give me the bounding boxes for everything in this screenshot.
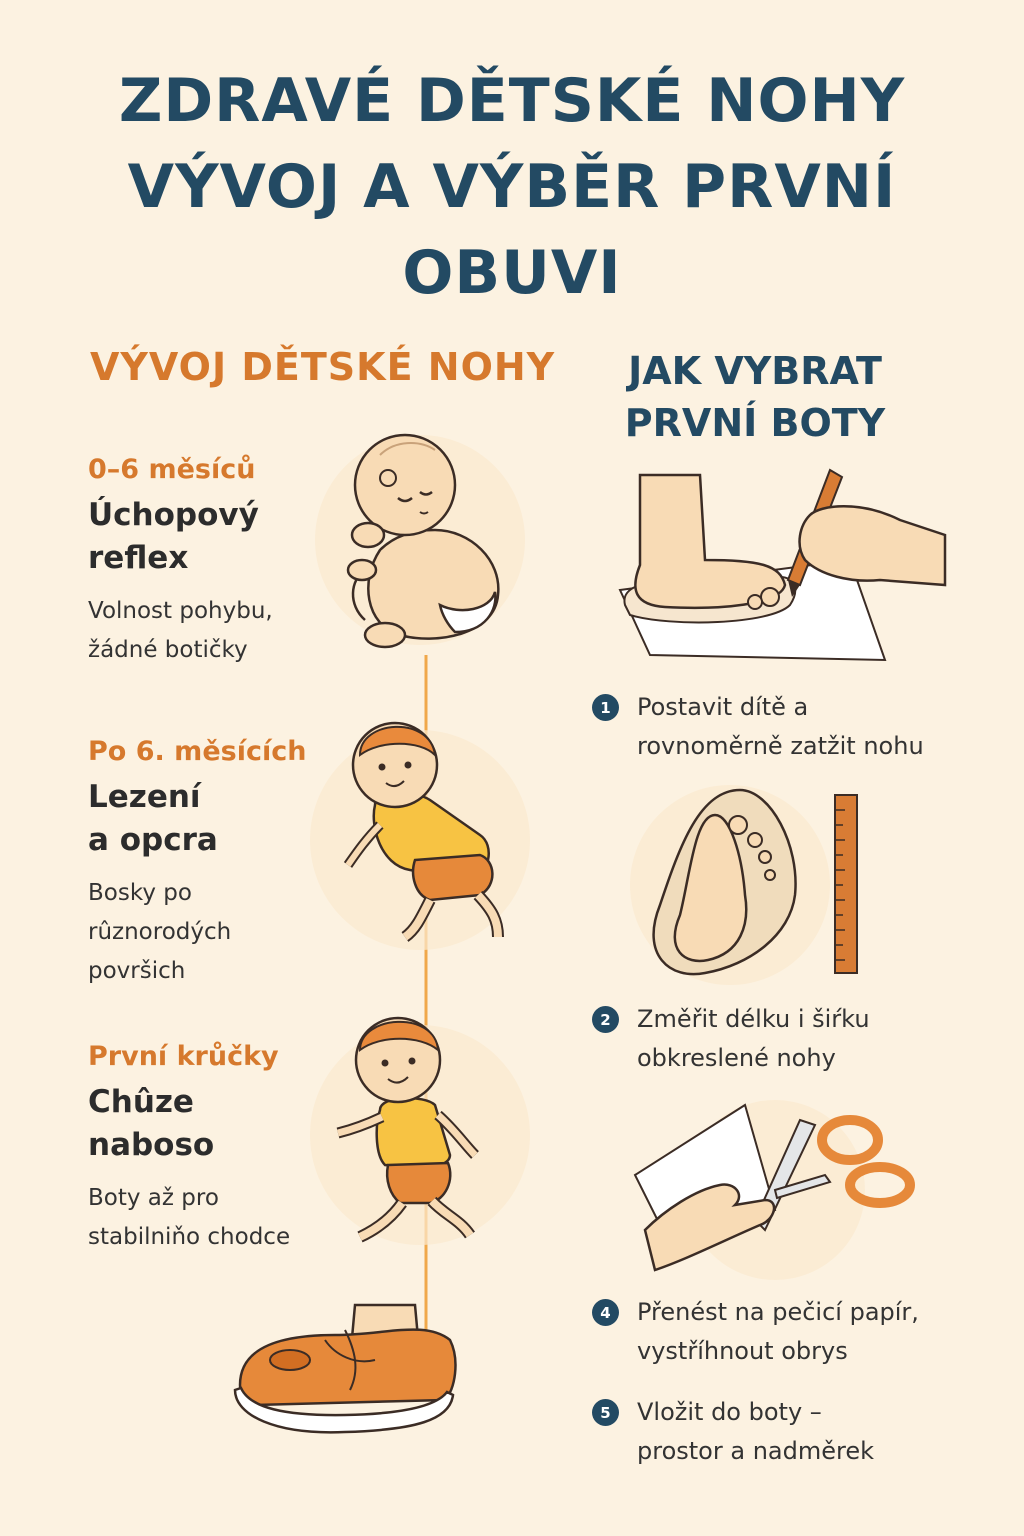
step-number-badge: 1 — [592, 694, 619, 721]
step-number-badge: 4 — [592, 1299, 619, 1326]
stage-name-line: naboso — [88, 1127, 215, 1163]
stage-name-line: a opcra — [88, 822, 218, 858]
shoes-heading — [600, 345, 910, 449]
step-text-line: obkreslené nohy — [637, 1044, 836, 1072]
stage-description — [88, 592, 338, 670]
stage-name — [88, 1081, 338, 1167]
step-text-line: vystříhnout obrys — [637, 1337, 848, 1365]
development-heading: VÝVOJ DĚTSKÉ NOHY — [90, 345, 556, 389]
step-text — [637, 1000, 870, 1078]
shoe-step-1 — [592, 688, 992, 766]
stage-first-steps — [88, 1037, 338, 1257]
stage-name-line: Úchopový — [88, 497, 259, 533]
title-line-3: OBUVI — [402, 238, 622, 308]
stage-age: Po 6. měsících — [88, 736, 307, 767]
footprint-ruler-icon — [630, 785, 890, 985]
stage-age: 0–6 měsíců — [88, 454, 256, 485]
stage-desc-line: Bosky po — [88, 880, 192, 906]
stage-name — [88, 776, 338, 862]
step-number-badge: 5 — [592, 1399, 619, 1426]
shoe-step-4 — [592, 1293, 992, 1371]
stage-description — [88, 874, 338, 991]
step-text-line: Vložit do boty – — [637, 1398, 822, 1426]
crawling-baby-icon — [320, 705, 520, 955]
scissors-icon — [625, 1100, 925, 1280]
foot-tracing-icon — [610, 465, 950, 665]
shoes-heading-line-1: JAK VYBRAT — [628, 349, 882, 393]
shoe-step-2 — [592, 1000, 992, 1078]
walking-toddler-icon — [320, 1005, 520, 1265]
shoes-heading-line-2: PRVNÍ BOTY — [624, 401, 886, 445]
stage-desc-line: Volnost pohybu, — [88, 598, 273, 624]
step-text — [637, 1293, 919, 1371]
stage-desc-line: žádné botičky — [88, 637, 248, 663]
stage-desc-line: Boty až pro — [88, 1185, 219, 1211]
title-line-1: ZDRAVÉ DĚTSKÉ NOHY — [118, 66, 906, 136]
stage-age: První krůčky — [88, 1041, 279, 1072]
step-text — [637, 1393, 874, 1471]
step-text-line: Postavit dítě a — [637, 693, 809, 721]
stage-desc-line: površich — [88, 958, 186, 984]
page-title — [40, 58, 984, 316]
shoe-step-5 — [592, 1393, 992, 1471]
stage-after-6-months — [88, 732, 338, 991]
step-text-line: Přenést na pečicí papír, — [637, 1298, 919, 1326]
stage-desc-line: stabilniňo chodce — [88, 1224, 291, 1250]
step-text-line: prostor a nadměrek — [637, 1437, 874, 1465]
stage-name-line: Lezení — [88, 779, 201, 815]
title-line-2: VÝVOJ A VÝBĚR PRVNÍ — [127, 152, 897, 222]
step-text-line: rovnoměrně zatžit nohu — [637, 732, 924, 760]
step-text-line: Změřit délku i šiŕku — [637, 1005, 870, 1033]
stage-name-line: Chûze — [88, 1084, 194, 1120]
stage-name-line: reflex — [88, 540, 189, 576]
step-text — [637, 688, 924, 766]
shoe-icon — [225, 1300, 465, 1450]
sleeping-baby-icon — [320, 420, 520, 660]
stage-desc-line: rûznorodých — [88, 919, 232, 945]
step-number-badge: 2 — [592, 1006, 619, 1033]
stage-description — [88, 1179, 338, 1257]
stage-name — [88, 494, 338, 580]
stage-0-6-months — [88, 450, 338, 670]
